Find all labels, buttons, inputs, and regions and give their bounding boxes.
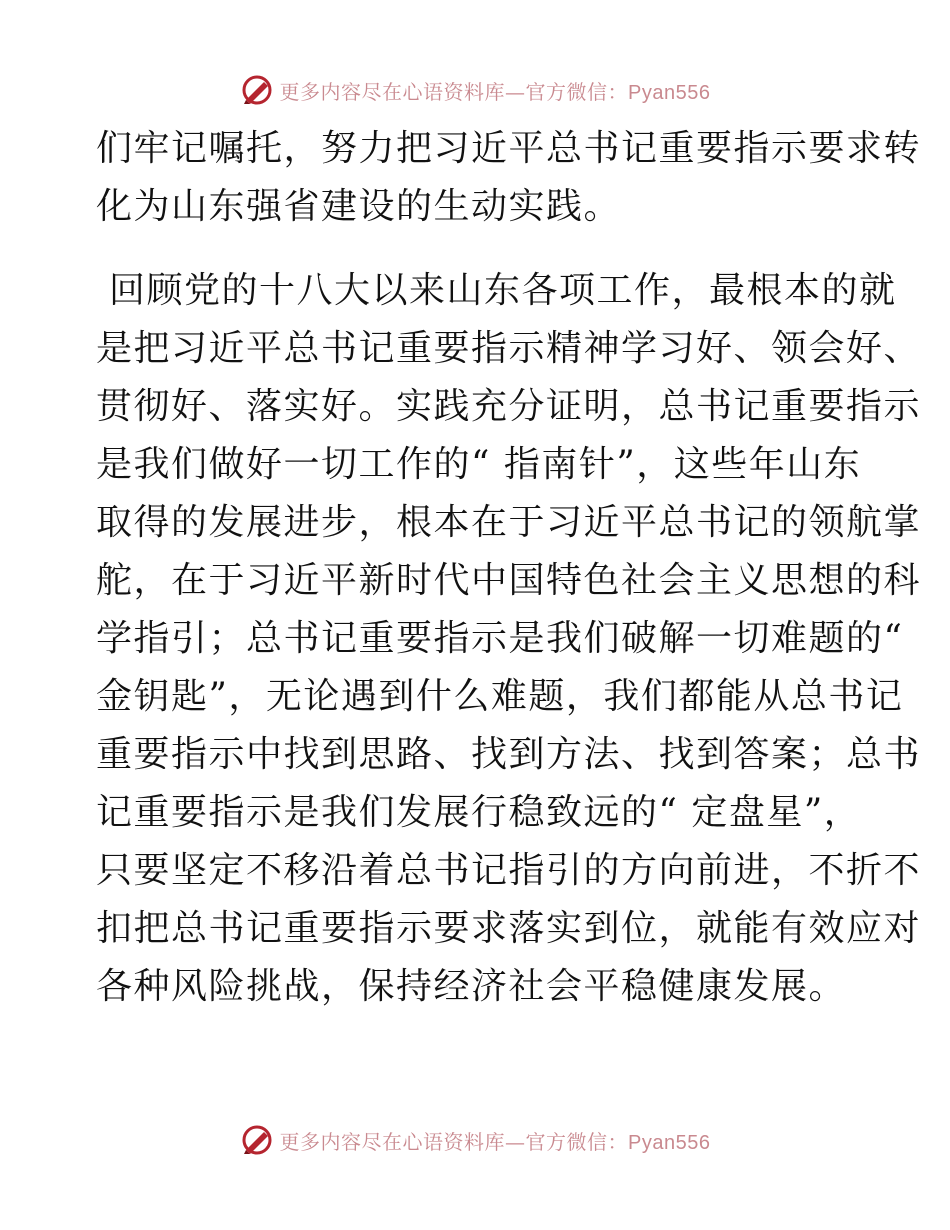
text-line: 贯彻好、落实好。实践充分证明，总书记重要指示	[96, 386, 922, 427]
watermark-wechat-id: Pyan556	[628, 1131, 711, 1154]
paragraph	[96, 120, 922, 236]
paragraph	[96, 262, 922, 1016]
header-watermark	[0, 70, 950, 110]
text-line: 是我们做好一切工作的“ 指南针”，这些年山东	[96, 444, 862, 485]
text-line: 是把习近平总书记重要指示精神学习好、领会好、	[96, 328, 922, 369]
text-line: 化为山东强省建设的生动实践。	[96, 186, 622, 227]
text-line: 学指引；总书记重要指示是我们破解一切难题的“	[96, 618, 904, 659]
text-line: 只要坚定不移沿着总书记指引的方向前进，不折不	[96, 850, 922, 891]
text-line: 记重要指示是我们发展行稳致远的“ 定盘星”，	[96, 792, 862, 833]
watermark-text: 更多内容尽在心语资料库—官方微信：Pyan556	[279, 1129, 711, 1154]
document-body	[96, 120, 922, 1016]
footer-watermark	[0, 1120, 950, 1160]
text-line: 各种风险挑战，保持经济社会平稳健康发展。	[96, 966, 847, 1007]
text-line: 回顾党的十八大以来山东各项工作，最根本的就	[96, 270, 897, 311]
watermark-wechat-id: Pyan556	[628, 81, 711, 104]
text-line: 们牢记嘱托，努力把习近平总书记重要指示要求转	[96, 128, 922, 169]
text-line: 舵，在于习近平新时代中国特色社会主义思想的科	[96, 560, 922, 601]
text-line: 金钥匙”，无论遇到什么难题，我们都能从总书记	[96, 676, 904, 717]
watermark-text: 更多内容尽在心语资料库—官方微信：Pyan556	[279, 79, 711, 104]
text-line: 重要指示中找到思路、找到方法、找到答案；总书	[96, 734, 922, 775]
text-line: 扣把总书记重要指示要求落实到位，就能有效应对	[96, 908, 922, 949]
text-line: 取得的发展进步，根本在于习近平总书记的领航掌	[96, 502, 922, 543]
pen-logo-icon	[240, 73, 274, 107]
pen-logo-icon	[240, 1123, 274, 1157]
